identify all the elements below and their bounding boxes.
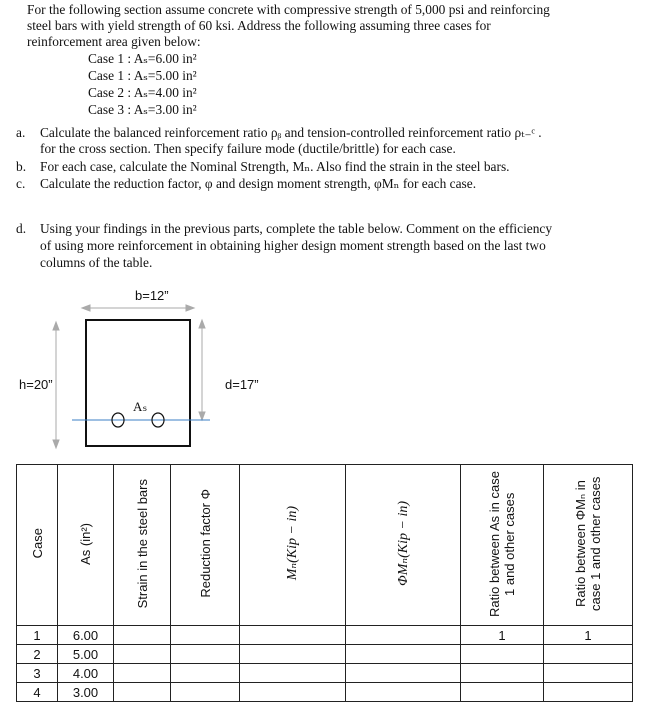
task-b-line-1: For each case, calculate the Nominal Strength, Mₙ. Also find the strain in the steel bars. xyxy=(40,159,510,174)
cell-phimn[interactable] xyxy=(346,645,461,664)
task-a-label: a. xyxy=(16,125,26,140)
header-reduction-factor: Reduction factor Φ xyxy=(171,465,240,626)
cell-as: 5.00 xyxy=(58,645,114,664)
cell-phimn[interactable] xyxy=(346,626,461,645)
task-d-label: d. xyxy=(16,221,27,236)
header-phimn: ΦMₙ(Kip − in) xyxy=(346,465,461,626)
task-c-label: c. xyxy=(16,176,26,191)
cell-phi[interactable] xyxy=(171,664,240,683)
cell-phi[interactable] xyxy=(171,626,240,645)
cell-as: 4.00 xyxy=(58,664,114,683)
cell-ratio-as[interactable] xyxy=(461,645,544,664)
header-ratio-as: Ratio between As in case 1 and other cases xyxy=(461,465,544,626)
table-row xyxy=(17,645,633,664)
cell-strain[interactable] xyxy=(114,645,171,664)
cell-case: 2 xyxy=(17,645,58,664)
header-ratio-phimn: Ratio between ΦMₙ in case 1 and other cases xyxy=(544,465,633,626)
cell-phi[interactable] xyxy=(171,645,240,664)
cell-ratio-as[interactable] xyxy=(461,664,544,683)
table-row xyxy=(17,626,633,645)
cell-case: 3 xyxy=(17,664,58,683)
depth-label: d=17” xyxy=(225,377,259,392)
cell-ratio-as[interactable] xyxy=(461,683,544,702)
task-d-line-3: columns of the table. xyxy=(40,255,153,270)
intro-line-3: reinforcement area given below: xyxy=(27,34,201,49)
task-b-label: b. xyxy=(16,159,27,174)
header-mn: Mₙ(Kip − in) xyxy=(240,465,346,626)
case-4-text: Case 3 : Aₛ=3.00 in² xyxy=(88,102,197,117)
cell-ratio-phimn[interactable] xyxy=(544,645,633,664)
cell-ratio-phimn: 1 xyxy=(544,626,633,645)
cell-as: 6.00 xyxy=(58,626,114,645)
cell-ratio-as: 1 xyxy=(461,626,544,645)
case-3-text: Case 2 : Aₛ=4.00 in² xyxy=(88,85,197,100)
cell-phimn[interactable] xyxy=(346,664,461,683)
intro-line-1: For the following section assume concrete with compressive strength of 5,000 psi and reinforcing xyxy=(27,2,550,17)
depth-dimension-arrow xyxy=(199,320,205,420)
case-1-text: Case 1 : Aₛ=6.00 in² xyxy=(88,51,197,66)
cell-strain[interactable] xyxy=(114,664,171,683)
steel-area-label: Aₛ xyxy=(133,399,148,414)
width-label: b=12” xyxy=(135,288,169,303)
header-case: Case xyxy=(17,465,58,626)
cell-case: 1 xyxy=(17,626,58,645)
task-a-line-2: for the cross section. Then specify failure mode (ductile/brittle) for each case. xyxy=(40,141,456,156)
table-row xyxy=(17,664,633,683)
case-2-text: Case 1 : Aₛ=5.00 in² xyxy=(88,68,197,83)
task-d-line-1: Using your findings in the previous parts, complete the table below. Comment on the efficiency xyxy=(40,221,553,236)
beam-section-rect xyxy=(86,320,190,446)
header-as: As (in²) xyxy=(58,465,114,626)
cell-mn[interactable] xyxy=(240,645,346,664)
results-table xyxy=(16,464,633,702)
table-row xyxy=(17,683,633,702)
height-dimension-arrow xyxy=(53,322,59,448)
width-dimension-arrow xyxy=(82,305,194,311)
height-label: h=20” xyxy=(19,377,53,392)
task-c-line-1: Calculate the reduction factor, φ and design moment strength, φMₙ for each case. xyxy=(40,176,477,191)
header-strain: Strain in the steel bars xyxy=(114,465,171,626)
cell-case: 4 xyxy=(17,683,58,702)
table-header-row xyxy=(17,465,633,626)
task-d-line-2: of using more reinforcement in obtaining higher design moment strength based on the last two xyxy=(40,238,546,253)
cell-phimn[interactable] xyxy=(346,683,461,702)
cell-strain[interactable] xyxy=(114,683,171,702)
cell-ratio-phimn[interactable] xyxy=(544,683,633,702)
intro-line-2: steel bars with yield strength of 60 ksi. Address the following assuming three cases for xyxy=(27,18,491,33)
task-a-line-1: Calculate the balanced reinforcement ratio ρᵦ and tension-controlled reinforcement ratio ρₜ₋ᶜ . xyxy=(40,125,542,140)
cell-ratio-phimn[interactable] xyxy=(544,664,633,683)
cell-strain[interactable] xyxy=(114,626,171,645)
cell-as: 3.00 xyxy=(58,683,114,702)
cell-mn[interactable] xyxy=(240,626,346,645)
cell-mn[interactable] xyxy=(240,664,346,683)
cell-phi[interactable] xyxy=(171,683,240,702)
cell-mn[interactable] xyxy=(240,683,346,702)
